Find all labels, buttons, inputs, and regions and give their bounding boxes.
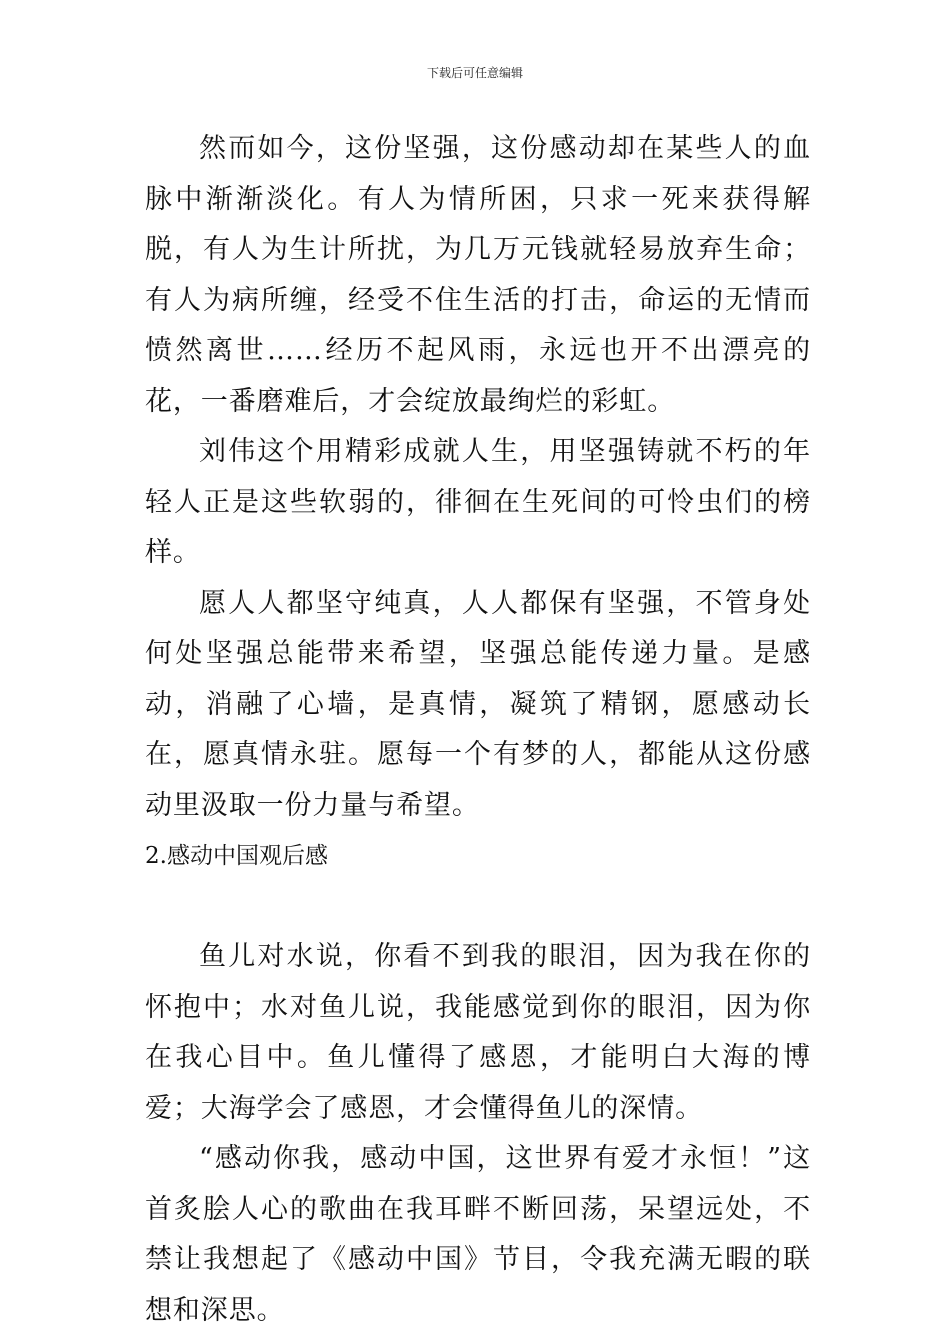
document-body (145, 124, 811, 1336)
paragraph: 愿人人都坚守纯真，人人都保有坚强，不管身处何处坚强总能带来希望，坚强总能传递力量。是感动，消融了心墙，是真情，凝筑了精钢，愿感动长在，愿真情永驻。愿每一个有梦的人，都能从这份感动里汲取一份力量与希望。 (145, 587, 811, 821)
paragraph: 鱼儿对水说，你看不到我的眼泪，因为我在你的怀抱中；水对鱼儿说，我能感觉到你的眼泪，因为你在我心目中。鱼儿懂得了感恩，才能明白大海的博爱；大海学会了感恩，才会懂得鱼儿的深情。 (145, 941, 811, 1124)
blank-line (145, 882, 811, 933)
page-header-note: 下载后可任意编辑 (426, 66, 523, 80)
paragraph: “感动你我，感动中国，这世界有爱才永恒！”这首炙脍人心的歌曲在我耳畔不断回荡，呆望远处，不禁让我想起了《感动中国》节目，令我充满无暇的联想和深思。 (145, 1143, 811, 1326)
paragraph: 然而如今，这份坚强，这份感动却在某些人的血脉中渐渐淡化。有人为情所困，只求一死来获得解脱，有人为生计所扰，为几万元钱就轻易放弃生命；有人为病所缠，经受不住生活的打击，命运的无情而愤然离世……经历不起风雨，永远也开不出漂亮的花，一番磨难后，才会绽放最绚烂的彩虹。 (145, 133, 811, 417)
paragraph: 刘伟这个用精彩成就人生，用坚强铸就不朽的年轻人正是这些软弱的，徘徊在生死间的可怜虫们的榜样。 (145, 436, 811, 568)
section-heading: 2.感动中国观后感 (145, 843, 328, 869)
